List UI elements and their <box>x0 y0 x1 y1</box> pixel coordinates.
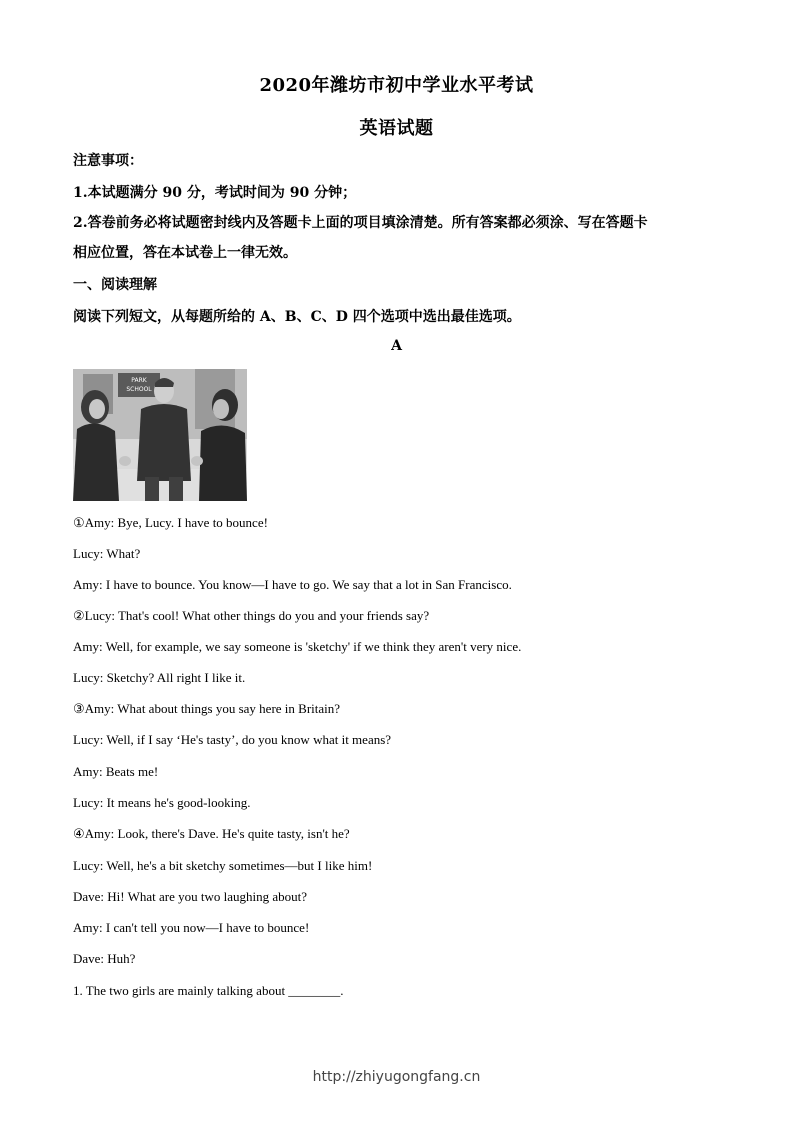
passage-photo <box>73 369 247 501</box>
dialogue-line: Amy: I can't tell you now—I have to bounce! <box>73 920 310 935</box>
section-instruction: 阅读下列短文，从每题所给的 A、B、C、D 四个选项中选出最佳选项。 <box>73 309 521 325</box>
notice-heading: 注意事项： <box>73 153 143 169</box>
dialogue-line: Dave: Hi! What are you two laughing about? <box>73 889 308 904</box>
dialogue-line: Amy: I have to bounce. You know—I have to go. We say that a lot in San Francisco. <box>73 577 512 592</box>
dialogue-line: Lucy: What? <box>73 546 141 561</box>
dialogue-line: ③Amy: What about things you say here in Britain? <box>73 701 341 716</box>
dialogue-line: Amy: Well, for example, we say someone is 'sketchy' if we think they aren't very nice. <box>73 639 522 654</box>
notice-item-2-line-1: 2.答卷前务必将试题密封线内及答题卡上面的项目填涂清楚。所有答案都必须涂、写在答题卡 <box>73 215 648 231</box>
dialogue-line: ④Amy: Look, there's Dave. He's quite tasty, isn't he? <box>73 826 350 841</box>
dialogue-line: Lucy: Well, he's a bit sketchy sometimes—but I like him! <box>73 858 373 873</box>
dialogue-line: Lucy: It means he's good-looking. <box>73 795 251 810</box>
sign-text-2: SCHOOL <box>126 386 152 393</box>
question-1: 1. The two girls are mainly talking about ________. <box>73 983 344 998</box>
dialogue-line: Dave: Huh? <box>73 951 136 966</box>
dialogue-line: Lucy: Sketchy? All right I like it. <box>73 670 246 685</box>
dialogue-line: Lucy: Well, if I say ‘He's tasty’, do you know what it means? <box>73 732 392 747</box>
exam-title: 2020年潍坊市初中学业水平考试 <box>259 75 534 96</box>
passage-label: A <box>391 338 402 354</box>
dialogue-line: ②Lucy: That's cool! What other things do you and your friends say? <box>73 608 430 623</box>
sign-text-1: PARK <box>131 377 147 384</box>
exam-subtitle: 英语试题 <box>359 118 434 139</box>
section-heading: 一、阅读理解 <box>73 277 157 293</box>
notice-item-2-line-2: 相应位置，答在本试卷上一律无效。 <box>73 245 297 261</box>
dialogue-line: Amy: Beats me! <box>73 764 159 779</box>
dialogue-line: ①Amy: Bye, Lucy. I have to bounce! <box>73 515 268 530</box>
footer-url: http://zhiyugongfang.cn <box>312 1069 481 1085</box>
notice-item-1: 1.本试题满分 90 分，考试时间为 90 分钟； <box>73 185 357 201</box>
